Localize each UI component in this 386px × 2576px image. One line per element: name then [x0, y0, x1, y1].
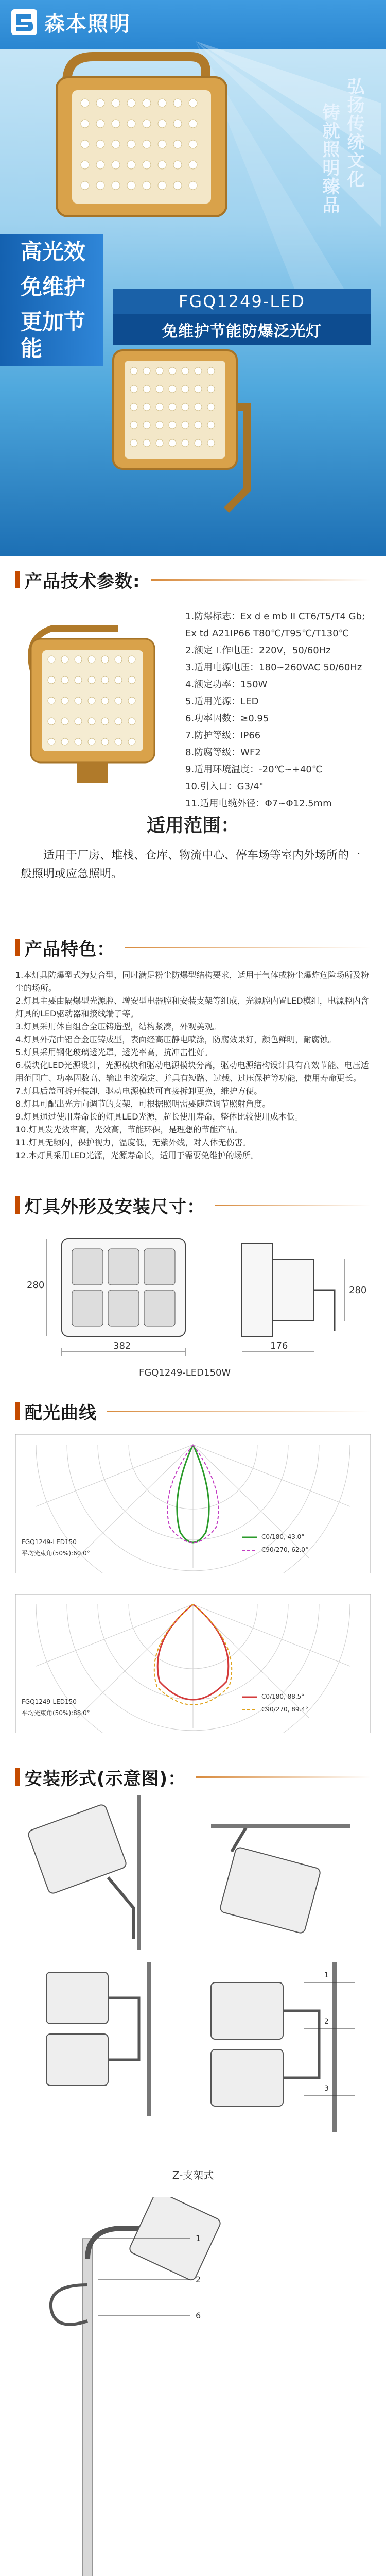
product-name: 免维护节能防爆泛光灯: [113, 314, 371, 345]
polar-chart-1: [15, 1434, 371, 1573]
svg-text:2: 2: [324, 2018, 329, 2026]
svg-text:1: 1: [196, 2233, 201, 2243]
chart1-subtitle: 平均光束角(50%):60.0°: [22, 1550, 90, 1557]
section-header: [0, 562, 386, 598]
svg-text:2: 2: [196, 2275, 201, 2284]
dimension-svg: [15, 1228, 371, 1388]
specs-title: 产品技术参数:: [25, 571, 141, 592]
svg-text:6: 6: [196, 2311, 201, 2320]
dim-label-base: 280: [349, 1285, 367, 1296]
feature-item: 1.本灯具防爆型式为复合型，同时满足粉尘防爆型结构要求，适用于气体或粉尘爆炸危险场所及粉尘的场所。: [15, 970, 370, 993]
dimensions-title: 灯具外形及安装尺寸：: [25, 1196, 205, 1217]
chart1-model: FGQ1249-LED150: [22, 1538, 77, 1546]
dimension-drawing: [15, 1228, 371, 1388]
spec-item: 10.引入口：G3/4": [185, 781, 264, 792]
feature-item: 7.灯具后盖可拆开装卸，驱动电源模块可直接拆卸更换，维护方便。: [15, 1086, 262, 1096]
feature-item: 11.灯具无频闪，保护视力，温度低，无紫外线，对人体无伤害。: [15, 1138, 251, 1147]
features-section: [0, 929, 386, 1187]
feature-item: 12.本灯具采用LED光源，光源寿命长，适用于需要免维护的场所。: [15, 1150, 259, 1160]
spec-item: 8.防腐等级：WF2: [185, 747, 261, 758]
model-banner: [113, 289, 371, 345]
spec-item: 7.防护等级：IP66: [185, 730, 261, 741]
spec-lamp-photo: [15, 598, 170, 814]
spec-item: Ex td A21IP66 T80℃/T95℃/T130℃: [185, 628, 349, 639]
section-header: [0, 1393, 386, 1429]
brand-logo[interactable]: [9, 7, 131, 37]
install-z-bracket-diagram: [15, 1962, 371, 2163]
spec-item: 1.防爆标志：Ex d e mb II CT6/T5/T4 Gb;: [185, 611, 365, 622]
lamp-top-image: [57, 57, 226, 216]
install-pole-mount: [15, 2197, 371, 2576]
chart2-model: FGQ1249-LED150: [22, 1698, 77, 1705]
installation-section: [0, 1759, 386, 2576]
spec-item: 3.适用电源电压：180~260VAC 50/60Hz: [185, 662, 362, 673]
feature-item: 6.模块化LED光源设计，光源模块和驱动电源模块分离，驱动电源结构设计具有高效节能、电压适用范围广、功率因数高、输出电流稳定、并具有短路、过载、过压保护等功能，使用寿命更长。: [15, 1060, 369, 1083]
installation-title: 安装形式(示意图)：: [25, 1768, 186, 1789]
polar-chart-2: [15, 1594, 371, 1733]
spec-item: 5.适用光源：LED: [185, 696, 259, 707]
slogan-left: 铸就照明臻品: [319, 103, 340, 214]
chart2-subtitle: 平均光束角(50%):88.0°: [22, 1709, 90, 1717]
features-title: 产品特色：: [25, 939, 115, 960]
spec-list: [185, 598, 371, 814]
hero-banner: [0, 0, 386, 556]
install-wall-mount-diagram: [15, 1795, 371, 1950]
dimensions-section: [0, 1187, 386, 1393]
dim-caption: FGQ1249-LED150W: [139, 1367, 231, 1378]
tag-maintenance-free: 免维护: [0, 269, 103, 304]
spec-item: 9.适用环境温度：-20℃~+40℃: [185, 764, 323, 775]
spec-item: 11.适用电缆外径：Φ7~Φ12.5mm: [185, 798, 332, 809]
section-header: [0, 1187, 386, 1223]
chart1-legend-2: C90/270, 62.0°: [261, 1546, 308, 1553]
model-number: FGQ1249-LED: [113, 289, 371, 314]
tag-high-efficiency: 高光效: [0, 234, 103, 269]
dim-label-depth: 176: [270, 1341, 288, 1351]
feature-item: 3.灯具采用体自组合全压铸造型，结构紧凑，外观美观。: [15, 1022, 221, 1031]
specs-section: [0, 556, 386, 809]
feature-item: 9.灯具通过使用寿命长的灯具LED光源，超长使用寿命，整体比较使用成本低。: [15, 1112, 303, 1122]
feature-item: 5.灯具采用钢化玻璃透光罩，透光率高，抗冲击性好。: [15, 1047, 213, 1057]
chart2-legend-2: C90/270, 89.4°: [261, 1706, 308, 1713]
chart1-legend-1: C0/180, 43.0°: [261, 1533, 305, 1540]
usage-title: 适用范围：: [146, 815, 239, 836]
photometric-section: [0, 1393, 386, 1759]
dim-label-width: 382: [113, 1341, 131, 1351]
dim-label-height: 280: [27, 1280, 45, 1291]
spec-item: 4.额定功率：150W: [185, 679, 268, 690]
lamp-bottom-image: [113, 350, 247, 510]
tag-energy-saving: 更加节能: [0, 304, 103, 366]
usage-section: [0, 811, 386, 929]
spec-item: 2.额定工作电压：220V，50/60Hz: [185, 645, 331, 656]
svg-text:3: 3: [324, 2084, 329, 2093]
usage-text: 适用于厂房、堆栈、仓库、物流中心、停车场等室内外场所的一般照明或应急照明。: [21, 849, 361, 880]
section-header: [0, 1759, 386, 1795]
brand-mark-icon: [9, 7, 39, 37]
spec-item: 6.功率因数：≥0.95: [185, 713, 269, 724]
chart2-legend-1: C0/180, 88.5°: [261, 1693, 305, 1700]
slogan-right: 弘扬传统文化: [344, 77, 364, 189]
svg-text:1: 1: [324, 1971, 329, 1979]
feature-item: 2.灯具主要由隔爆型光源腔、增安型电器腔和安装支架等组成，光源腔内置LED模组，电源腔内含灯具的LED驱动器和接线端子等。: [15, 996, 369, 1019]
caption-z-bracket: Z-支架式: [172, 2169, 214, 2181]
feature-item: 8.灯具可配出光方向调节的支架，可根据照明需要随意调节照射角度。: [15, 1099, 271, 1109]
feature-item: 10.灯具发光效率高，光效高，节能环保，是理想的节能产品。: [15, 1125, 243, 1134]
photometric-title: 配光曲线: [25, 1402, 97, 1423]
feature-item: 4.灯具外壳由铝合金压铸成型，表面经高压静电喷涂，防腐效果好，颜色鲜明，耐腐蚀。: [15, 1035, 337, 1044]
brand-name: 森本照明: [44, 12, 131, 36]
pole-mount-svg: [15, 2197, 371, 2576]
feature-tags: [0, 234, 103, 366]
section-header: [0, 929, 386, 965]
feature-list: [0, 965, 386, 1162]
